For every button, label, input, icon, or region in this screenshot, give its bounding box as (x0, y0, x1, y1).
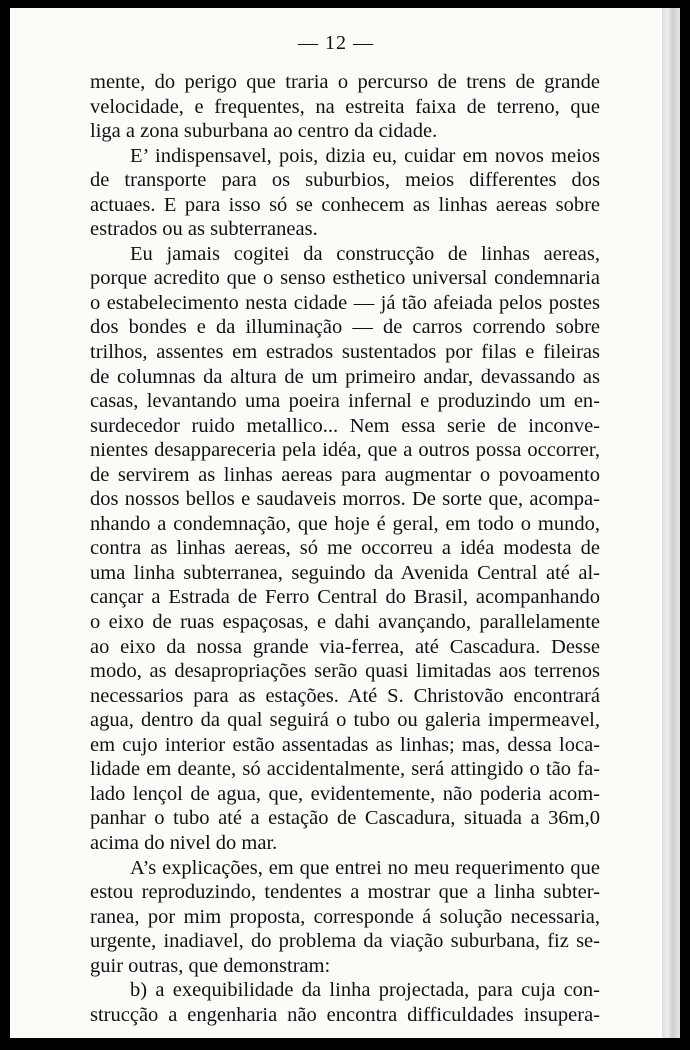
page-number: — 12 — (298, 32, 374, 54)
text-line: lado lençol de agua, que, evidentemente, não poderia acom- (90, 782, 600, 805)
text-line: urgente, inadiavel, do problema da viação suburbana, fiz se- (90, 930, 600, 953)
text-line: nhando a condemnação, que hoje é geral, em todo o mundo, (90, 512, 600, 535)
text-line: cançar a Estrada de Ferro Central do Brasil, acompanhando (90, 586, 600, 609)
text-line: liga a zona suburbana ao centro da cidade. (90, 120, 438, 143)
text-line: ao eixo da nossa grande via-ferrea, até Cascadura. Desse (90, 635, 600, 658)
text-line: guir outras, que demonstram: (90, 954, 331, 977)
text-line: lidade em deante, só accidentalmente, será attingido o tão fa- (90, 758, 600, 781)
text-line: mente, do perigo que traria o percurso de trens de grande (90, 71, 600, 93)
text-line: de columnas da altura de um primeiro andar, devassando as (90, 365, 600, 388)
text-line: de servirem as linhas aereas para augmentar o povoamento (90, 463, 600, 486)
text-line: strucção a engenharia não encontra difficuldades insupera- (90, 1003, 600, 1026)
text-line: agua, dentro da qual seguirá o tubo ou galeria impermeavel, (90, 709, 600, 732)
body-text (90, 70, 600, 1027)
text-line: porque acredito que o senso esthetico universal condemnaria (90, 267, 600, 290)
text-line: necessarios para as estações. Até S. Christovão encontrará (90, 684, 600, 707)
text-line: b) a exequibilidade da linha projectada, para cuja con- (130, 979, 600, 1002)
text-line: de transporte para os suburbios, meios differentes dos (90, 169, 600, 192)
text-line: casas, levantando uma poeira infernal e produzindo um en- (90, 390, 600, 413)
text-line: surdecedor ruido metallico... Nem essa serie de inconve- (90, 414, 600, 437)
text-line: actuaes. E para isso só se conhecem as linhas aereas sobre (90, 193, 600, 216)
text-line: ranea, por mim proposta, corresponde á solução necessaria, (90, 905, 600, 928)
text-line: nientes desappareceria pela idéa, que a outros possa occorrer, (90, 439, 600, 462)
text-line: estou reproduzindo, tendentes a mostrar que a linha subter- (90, 881, 600, 904)
text-line: dos nossos bellos e saudaveis morros. De sorte que, acompa- (90, 488, 600, 511)
text-line: trilhos, assentes em estrados sustentados por filas e fileiras (90, 341, 600, 364)
text-line: em cujo interior estão assentadas as linhas; mas, dessa loca- (90, 733, 600, 756)
text-line: contra as linhas aereas, só me occorreu a idéa modesta de (90, 537, 600, 560)
text-line: o eixo de ruas espaçosas, e dahi avançando, parallelamente (90, 611, 600, 634)
book-page (10, 8, 662, 1038)
text-line: o estabelecimento nesta cidade — já tão afeiada pelos postes (90, 291, 600, 314)
text-line: acima do nivel do mar. (90, 831, 278, 854)
text-line: E’ indispensavel, pois, dizia eu, cuidar em novos meios (130, 144, 600, 167)
text-line: uma linha subterranea, seguindo da Avenida Central até al- (90, 561, 600, 584)
page-edge (662, 8, 680, 1038)
text-line: velocidade, e frequentes, na estreita faixa de terreno, que (90, 95, 600, 118)
text-line: panhar o tubo até a estação de Cascadura, situada a 36m,0 (90, 807, 600, 830)
text-line: estrados ou as subterraneas. (90, 218, 318, 241)
text-line: A’s explicações, em que entrei no meu requerimento que (130, 856, 600, 879)
text-line: dos bondes e da illuminação — de carros correndo sobre (90, 316, 600, 339)
text-line: Eu jamais cogitei da construcção de linhas aereas, (130, 242, 600, 265)
text-line: modo, as desapropriações serão quasi limitadas aos terrenos (90, 660, 600, 683)
